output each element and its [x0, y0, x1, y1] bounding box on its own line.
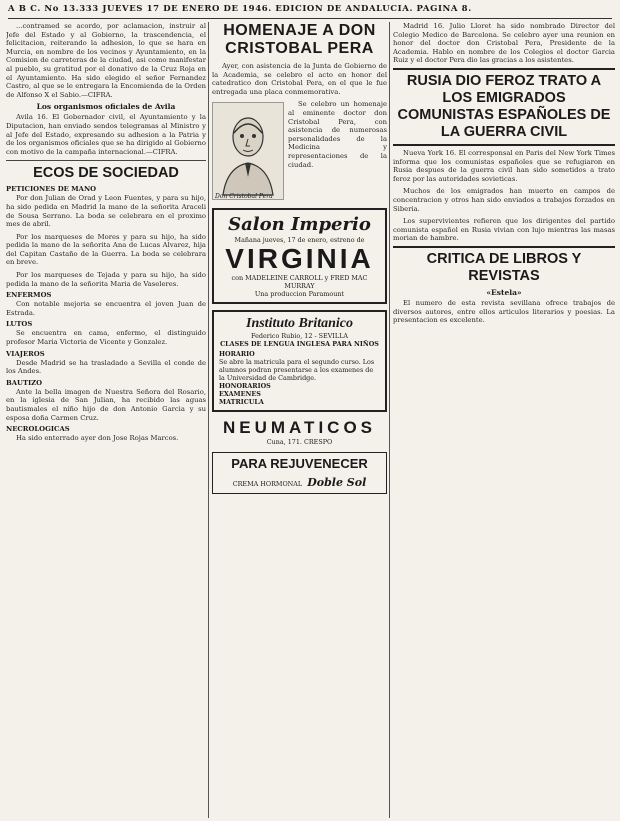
ad-instituto-title: Instituto Britanico	[246, 316, 353, 332]
ad-instituto-britanico	[212, 310, 387, 412]
ad-section-label: HONORARIOS	[219, 382, 271, 391]
col1-p5: Con notable mejoria se encuentra el joven Juan de Estrada.	[6, 300, 206, 317]
ad-instituto-address: Federico Rubio, 12 - SEVILLA	[251, 332, 348, 341]
column-rule	[208, 22, 209, 818]
col2-intro: Ayer, con asistencia de la Junta de Gobierno de la Academia, se celebro el acto en honor del catedratico don Cristobal Pera, en el que le fue entregada una placa conmemorativa.	[212, 62, 387, 96]
ad-rejuvenecer	[212, 452, 387, 494]
col2-body: Se celebro un homenaje al eminente doctor don Cristobal Pera, con asistencia de numerosas personalidades de la Medicina y representaciones de la ciudad.	[288, 100, 387, 169]
ad-section-label: EXAMENES	[219, 390, 261, 399]
divider	[393, 144, 615, 146]
ad-neumaticos-sub: Cuna, 171. CRESPO	[266, 438, 333, 447]
portrait-icon	[213, 103, 283, 199]
ad-section-label: HORARIO	[219, 350, 255, 359]
divider	[6, 160, 206, 161]
column-left	[6, 22, 206, 818]
ad-rejuvenecer-sig: Doble Sol	[307, 476, 367, 490]
col3-p2: Muchos de los emigrados han muerto en campos de concentracion y otros han sido enviados a trabajos forzados en Siberia.	[393, 187, 615, 213]
ad-movie-cast: con MADELEINE CARROLL y FRED MAC MURRAY	[231, 274, 368, 291]
col1-p9: Ha sido enterrado ayer don Jose Rojas Marcos.	[16, 434, 179, 443]
col1-p8: Ante la bella imagen de Nuestra Señora del Rosario, en la iglesia de San Julian, ha recibido las aguas bautismales el niño hijo de don Antonio Garcia y su esposa doña Carmen Cruz.	[6, 387, 206, 422]
ad-instituto-line: CLASES DE LENGUA INGLESA PARA NIÑOS	[220, 340, 379, 349]
col1-sub4: LUTOS	[6, 320, 33, 329]
col3-p4: El numero de esta revista sevillana ofrece trabajos de diversos autores, entre ellos articulos literarios y poesias. La presentacion es excelente.	[393, 298, 615, 325]
col1-p6: Se encuentra en cama, enfermo, el distinguido profesor Maria Victoria de Vicente y Gonzalez.	[6, 329, 206, 347]
ad-salon-line: Mañana jueves, 17 de enero, estreno de	[234, 236, 365, 245]
divider	[393, 68, 615, 70]
headline-homenaje: HOMENAJE A DON CRISTOBAL PERA	[223, 22, 376, 57]
col3-intro: Madrid 16. Julio Lloret ha sido nombrado Director del Colegio Medico de Barcelona. Se celebro ayer una reunion en honor del doctor don Cristobal Pera, Presidente de la Academia. Hablo en nombre de los Colegios el doctor Garcia Ruiz y el doctor Pera dio las gracias a los asistentes.	[393, 22, 615, 65]
headline-critica: CRITICA DE LIBROS Y REVISTAS	[426, 250, 582, 284]
col1-sub7: NECROLOGICAS	[6, 425, 70, 434]
headline-rusia: RUSIA DIO FEROZ TRATO A LOS EMIGRADOS COMUNISTAS ESPAÑOLES DE LA GUERRA CIVIL	[397, 72, 611, 140]
col3-p3: Los supervivientes refieren que los dirigentes del partido comunista español en Rusia vivian con lujo mientras las masas morian de hambre.	[393, 217, 615, 243]
col1-p7: Desde Madrid se ha trasladado a Sevilla el conde de los Andes.	[6, 358, 206, 376]
col1-p3: Por los marqueses de Mores y para su hijo, ha sido pedida la mano de la señorita Ana de Lucas Alvarez, hija del Capitan Castaño de la Guerra. La boda se celebrara en breve.	[6, 232, 206, 267]
col1-p2: Por don Julian de Orad y Leon Fuentes, y para su hijo, ha sido pedida en Madrid la mano de la señorita Araceli de Sousa Serrano. La boda se celebrara en el proximo mes de abril.	[6, 194, 206, 229]
ad-rejuvenecer-bottom: CREMA HORMONAL	[232, 480, 303, 489]
col1-sub3: ENFERMOS	[6, 291, 52, 300]
ad-rejuvenecer-top: PARA REJUVENECER	[231, 456, 368, 472]
ad-movie-title: VIRGINIA	[225, 243, 374, 275]
column-middle	[212, 22, 387, 818]
col1-sub5: VIAJEROS	[6, 349, 45, 358]
col3-sub: «Estela»	[486, 287, 522, 297]
portrait-caption: Don Cristobal Pera	[215, 193, 273, 201]
page-header: A B C. No 13.333 JUEVES 17 DE ENERO DE 1946. EDICION DE ANDALUCIA. PAGINA 8.	[8, 4, 612, 19]
col1-intro: ...contramed se acordo, por aclamacion, instruir al Jefe del Estado y al Gobierno, la trascendencia, el felicitacion, reiterando la adhesion, lo que se hara en Murcia, en nombre de los vecinos y Ayuntamiento, en la Comision de carreteras de la ciudad, asi como manifestar al pueblo, su gratitud por el donativo de la Cruz Roja en el Ayuntamiento. Ha sido elegido el señor Fernandez Castro, al que se le entregara la Encomienda de la Orden de Alfonso X el Sabio.—CIFRA.	[6, 22, 206, 99]
headline-ecos: ECOS DE SOCIEDAD	[33, 165, 179, 182]
portrait-photo	[212, 102, 284, 200]
col1-sub6: BAUTIZO	[6, 378, 43, 387]
ad-instituto-body: Se abre la matricula para el segundo curso. Los alumnos podran presentarse a los examenes de la Universidad de Cambridge.	[219, 358, 375, 383]
ad-movie-studio: Una produccion Paramount	[254, 290, 345, 299]
col1-sub2: PETICIONES DE MANO	[6, 185, 97, 194]
ad-section-label: MATRICULA	[219, 398, 264, 407]
column-rule	[389, 22, 390, 818]
ad-salon-imperio	[212, 208, 387, 304]
col1-p4: Por los marqueses de Tejada y para su hijo, ha sido pedida la mano de la señorita Maria de Vaseleres.	[6, 271, 206, 288]
col3-p1: Nueva York 16. El corresponsal en Paris del New York Times informa que los comunistas españoles que se refugiaron en Rusia despues de la guerra civil han sido sometidos a trato feroz por las autoridades sovieticas.	[393, 148, 615, 183]
ad-neumaticos: NEUMATICOS	[222, 418, 376, 438]
col1-sub1: Los organismos oficiales de Avila	[36, 102, 176, 112]
ad-salon-name: Salon Imperio	[228, 214, 371, 236]
divider	[393, 246, 615, 248]
col1-sub1-text: Avila 16. El Gobernador civil, el Ayuntamiento y la Diputacion, han enviado sendos telegramas al Ministro y al Jefe del Estado, expresando su adhesion a la Patria y de los organismos oficiales que se ha dirigido al Gobierno con motivo de la campaña internacional.—CIFRA.	[6, 113, 206, 156]
column-right	[393, 22, 615, 818]
